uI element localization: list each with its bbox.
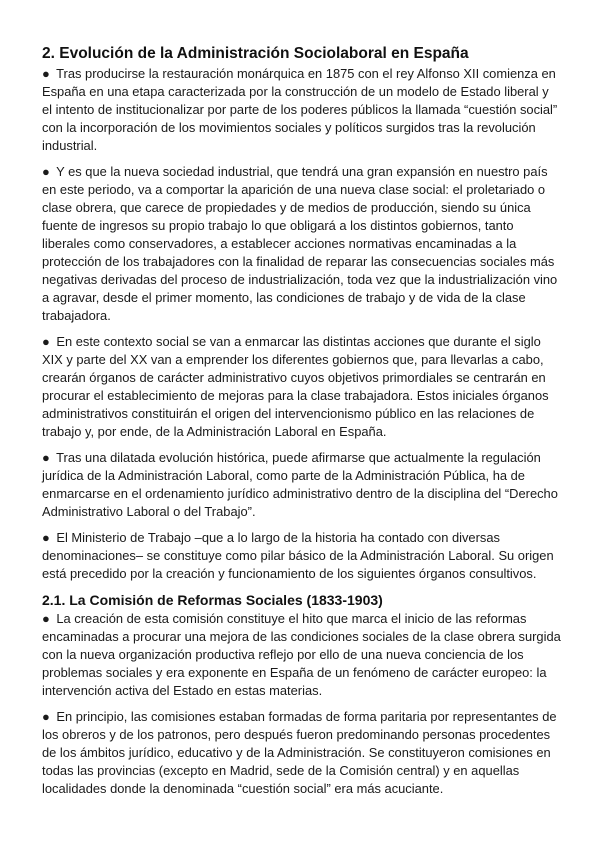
bullet-icon: ●: [42, 709, 50, 724]
bullet-icon: ●: [42, 334, 50, 349]
paragraph-text: Tras una dilatada evolución histórica, puede afirmarse que actualmente la regulación jurídica de la Administración Laboral, como parte de la Administración Pública, ha de enmarcarse en el ordenamiento jurídico administrativo dentro de la disciplina del “Derecho Administrativo Laboral o del Trabajo”.: [42, 450, 558, 519]
paragraph-text: La creación de esta comisión constituye el hito que marca el inicio de las reformas encaminadas a procurar una mejora de las condiciones sociales de la clase obrera surgida con la nueva organización productiva reflejo por ello de una nueva conciencia de los problemas sociales y era exponente en España de un fenómeno de carácter europeo: la intervención activa del Estado en estas materias.: [42, 611, 561, 698]
paragraph: [42, 65, 562, 155]
bullet-icon: ●: [42, 611, 50, 626]
paragraph: [42, 529, 562, 583]
paragraph-text: Tras producirse la restauración monárquica en 1875 con el rey Alfonso XII comienza en España en una etapa caracterizada por la construcción de un modelo de Estado liberal y el intento de institucionalizar por parte de los poderes públicos la llamada “cuestión social” con la incorporación de los movimientos sociales y políticos surgidos tras la revolución industrial.: [42, 66, 558, 153]
bullet-icon: ●: [42, 450, 50, 465]
paragraph: [42, 708, 562, 798]
paragraph-text: Y es que la nueva sociedad industrial, que tendrá una gran expansión en nuestro país en este periodo, va a comportar la aparición de una nueva clase social: el proletariado o clase obrera, que carece de propiedades y de medios de producción, siendo su única fuente de ingresos su propio trabajo lo que obligará a los distintos gobiernos, tanto liberales como conservadores, a establecer acciones normativas encaminadas a la protección de los trabajadores con la finalidad de reparar las consecuencias sociales más negativas derivadas del proceso de industrialización, toda vez que la industrialización vino a agravar, desde el primer momento, las condiciones de trabajo y de vida de la clase trabajadora.: [42, 164, 558, 323]
section-title: 2. Evolución de la Administración Sociolaboral en España: [42, 45, 469, 62]
bullet-icon: ●: [42, 66, 50, 81]
bullet-icon: ●: [42, 530, 50, 545]
paragraph-text: En este contexto social se van a enmarcar las distintas acciones que durante el siglo XIX y parte del XX van a emprender los diferentes gobiernos que, para llevarlas a cabo, crearán órganos de carácter administrativo cuyos objetivos primordiales se centrarán en procurar el establecimiento de mejoras para la clase trabajadora. Estos iniciales órganos administrativos constituirán el origen del intervencionismo público en las relaciones de trabajo y, por ende, de la Administración Laboral en España.: [42, 334, 549, 439]
bullet-icon: ●: [42, 164, 50, 179]
paragraph: [42, 610, 562, 700]
paragraph-text: El Ministerio de Trabajo –que a lo largo de la historia ha contado con diversas denominaciones– se constituye como pilar básico de la Administración Laboral. Su origen está precedido por la creación y funcionamiento de los siguientes órganos consultivos.: [42, 530, 554, 581]
subsection-title: 2.1. La Comisión de Reformas Sociales (1833-1903): [42, 592, 383, 608]
paragraph: [42, 163, 562, 325]
paragraph: [42, 449, 562, 521]
paragraph: [42, 333, 562, 441]
paragraph-text: En principio, las comisiones estaban formadas de forma paritaria por representantes de los obreros y de los patronos, pero después fueron predominando personas procedentes de los ámbitos jurídico, educativo y de la Administración. Se constituyeron comisiones en todas las provincias (excepto en Madrid, sede de la Comisión central) y en aquellas localidades donde la denominada “cuestión social” era más acuciante.: [42, 709, 557, 796]
document-page: [42, 44, 562, 806]
